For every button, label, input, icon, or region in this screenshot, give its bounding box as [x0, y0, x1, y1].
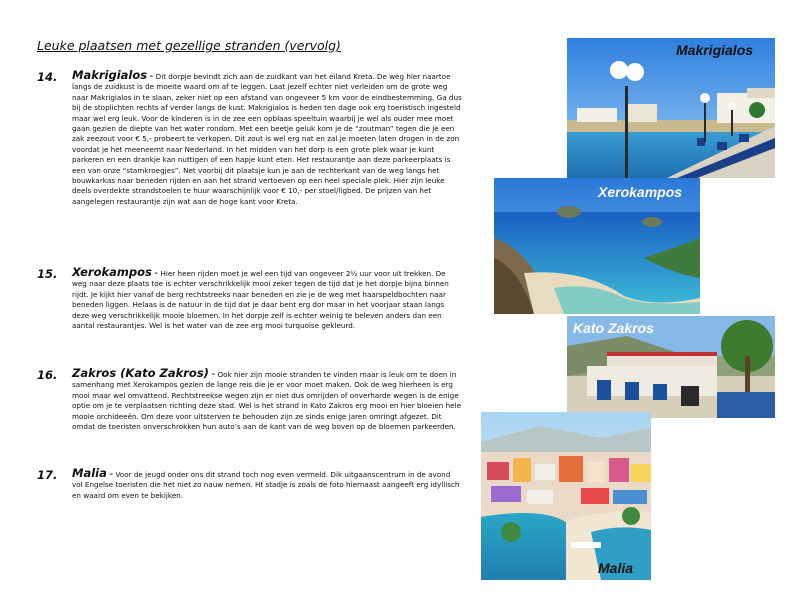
item-number: 16.: [37, 368, 58, 382]
item-title: Malia: [72, 466, 107, 480]
item-text: Dit dorpje bevindt zich aan de zuidkant van het eiland Kreta. De weg hier naartoe langs de zuidkust is de moeite waard om af te leggen. Laat jezelf echter niet verleiden om de grote weg naar Makrigialos in te slaan, zeker niet op een afstand van ongeveer 5 km voor de eindbestemming. Ga dus bij de stoplichten rechts af verder langs de kust. Makrigialos is heden ten dage ook erg toeristisch ingesteld maar wel erg leuk. Voor de kinderen is in de zee een opblaas speeltuin waarbij je wel als ouder mee moet gaan gezien de diepte van het water rondom. Met een beetje geluk kom je de “zoutman” tegen die je een zak zeezout voor € 5,- probeert te verkopen. Dit zout is wel erg nat en zal je moeten laten drogen in de zon voordat je het meeneemt naar Nederland. In het midden van het dorp is een grote plek waar je kunt parkeren en een drankje kan nuttigen of een hapje kunt eten. Het restaurantje aan deze parkeerplaats is een van onze “stamkroegjes”. Net voorbij dit plaatsje kun je aan de rechterkant van de weg langs het bouwkarkas naar beneden rijden en aan het strand vertoeven op een heel speciale plek. Hier zijn leuke deels overdekte strandstoelen te huur waarschijnlijk voor € 10,- per stoel/ligbed. De prijzen van het aangelegen restaurantje zijn wat aan de hoge kant voor Kreta.: [72, 72, 462, 206]
photo-malia: [481, 412, 651, 580]
item-number: 14.: [37, 70, 58, 84]
page-title: Leuke plaatsen met gezellige stranden (vervolg): [37, 38, 341, 53]
item-dash: -: [154, 266, 159, 279]
item-dash: -: [211, 367, 216, 380]
list-item: [37, 368, 462, 432]
photo-makrigialos: [567, 38, 775, 178]
item-text: Voor de jeugd onder ons dit strand toch nog even vermeld. Dik uitgaanscentrum in de avond vol Engelse toeristen die het niet zo nauw nemen. Ht stadje is zoals de foto hiernaast aangeeft erg idyllisch en waard om even te bekijken.: [72, 470, 460, 500]
list-item: [37, 468, 462, 501]
item-number: 17.: [37, 468, 58, 482]
item-text: Ook hier zijn mooie stranden te vinden maar is leuk om te doen in samenhang met Xerokampos gezien de lange reis die je er voor moet maken. Ook de weg hierheen is erg mooi maar wel omvattend. Rechtstreekse wegen zijn er niet dus omrijden of onverharde wegen is de enige optie om je te verplaatsen richting deze stad. Wel is het strand in Kato Zakros erg mooi en hier bloeien hele mooie orchideeën. Om deze voor uitsterven te behouden zijn ze sinds enige jaren omringt afgezet. Dit omdat de toeristen onverschrokken hun auto’s aan de kant van de weg boven op de bloemen parkeerden.: [72, 370, 462, 432]
item-number: 15.: [37, 267, 58, 281]
item-dash: -: [149, 69, 154, 82]
item-dash: -: [109, 467, 114, 480]
photo-caption: Xerokampos: [598, 184, 683, 200]
item-title: Xerokampos: [72, 265, 152, 279]
item-text: Hier heen rijden moet je wel een tijd van ongeveer 2½ uur voor uit trekken. De weg naar deze plaats toe is echter verschrikkelijk mooi zeker tegen de tijd dat je het dorpje bijna binnen rijdt. Je kijkt hier vanaf de berg rechtstreeks naar beneden en zie je de weg met haarspeldbochten naar beneden liggen. Helaas is de natuur in de tijd dat je daar bent erg dor maar in het voorjaar staan langs deze weg verschrikkelijk mooie bloemen. In het dorpje zelf is echter weinig te beleven anders dan een aantal restaurantjes. Wel is het water van de zee erg mooi turquoise gekleurd.: [72, 269, 449, 331]
photo-caption: Makrigialos: [676, 42, 754, 58]
photo-caption: Malia: [598, 560, 634, 576]
item-title: Zakros (Kato Zakros): [72, 366, 209, 380]
list-item: [37, 267, 462, 331]
photo-caption: Kato Zakros: [573, 320, 654, 336]
list-item: [37, 70, 462, 207]
item-title: Makrigialos: [72, 68, 148, 82]
